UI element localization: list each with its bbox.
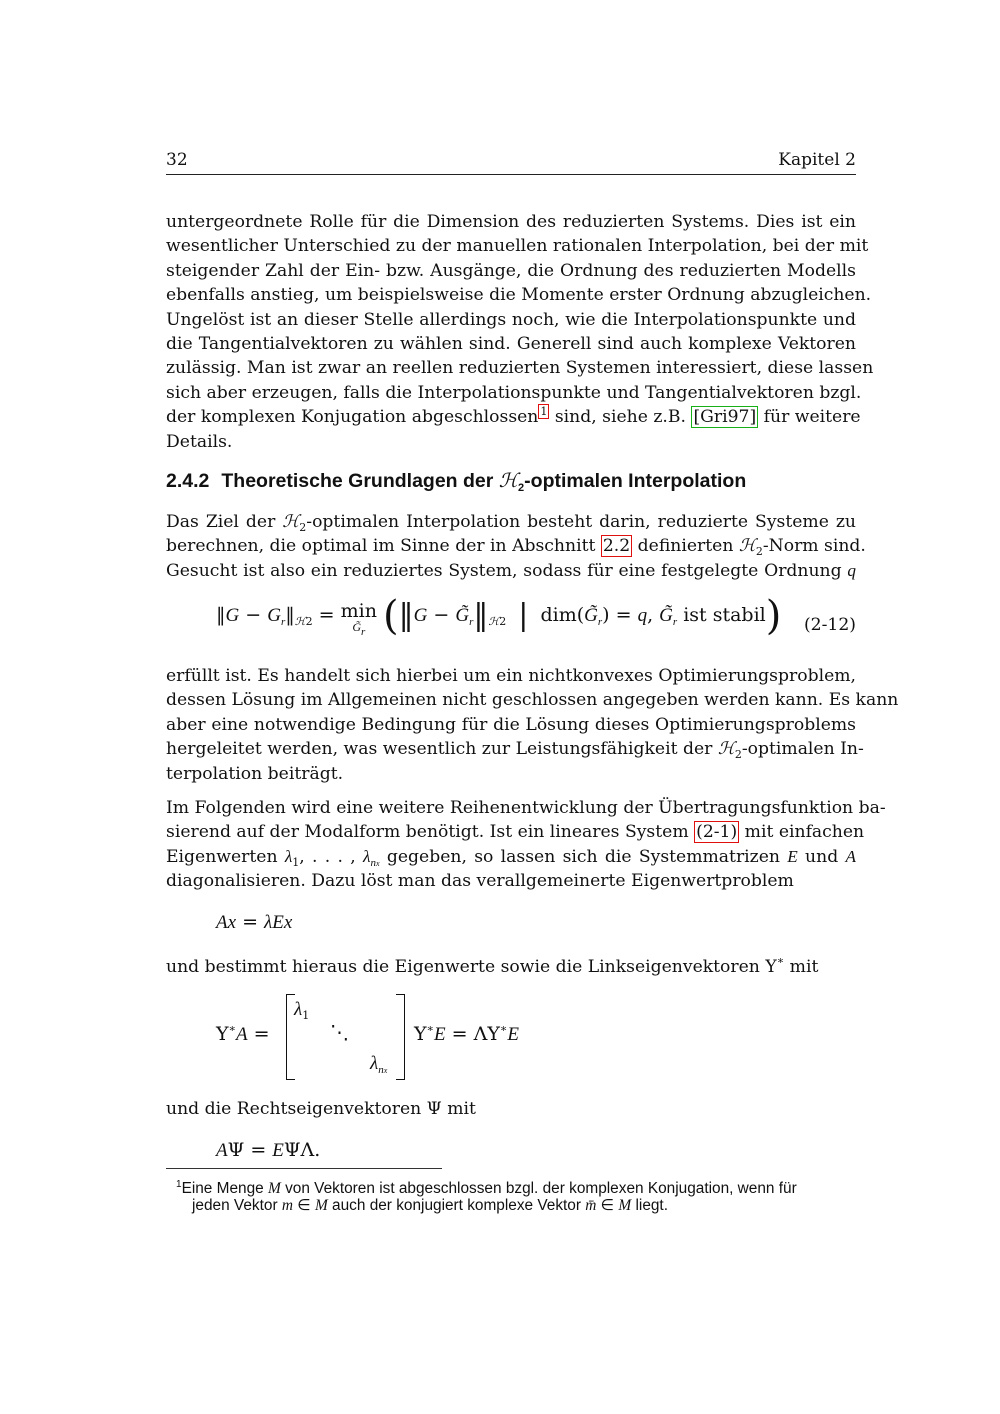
paragraph-2	[166, 510, 866, 583]
text-line: wesentlicher Unterschied zu der manuellen rationalen Interpolation, bei der mit	[166, 236, 869, 257]
equation-2-12: ‖G − $G_r‖_{ℋ2} = \min$ $G̃_r$ (‖G − $G̃_r‖_{ℋ2}$ | $dim(G̃_r) = q$, $G̃_r$ ist stabil)	[216, 593, 782, 639]
section-number: 2.4.2	[166, 470, 210, 492]
running-header	[166, 150, 856, 175]
text-line: sierend auf der Modalform benötigt. Ist ein lineares System (2-1) mit einfachen	[166, 822, 865, 843]
footnote-rule	[166, 1168, 442, 1169]
text-line: Das Ziel der ℋ$_2$-optimalen Interpolation besteht darin, reduzierte Systeme zu	[166, 512, 856, 534]
text-line: und die Rechtseigenvektoren Ψ mit	[166, 1099, 476, 1119]
text-line: die Tangentialvektoren zu wählen sind. Generell sind auch komplexe Vektoren	[166, 333, 856, 354]
text-line: ebenfalls anstieg, um beispielsweise die Momente erster Ordnung abzugleichen.	[166, 285, 872, 306]
text-line: erfüllt ist. Es handelt sich hierbei um ein nichtkonvexes Optimierungsproblem,	[166, 666, 856, 686]
matrix-entry-lambda-n: $\lambda_{nx}$	[370, 1053, 388, 1076]
text-line: Gesucht ist also ein reduziertes System, sodass für eine festgelegte Ordnung q	[166, 560, 856, 581]
text-line: aber eine notwendige Bedingung für die Lösung dieses Optimierungsproblems	[166, 714, 856, 735]
text-line: berechnen, die optimal im Sinne der in Abschnitt 2.2 definierten ℋ$_2$-Norm sind.	[166, 536, 866, 559]
equation-number: (2-12)	[803, 615, 856, 635]
chapter-label: Kapitel 2	[778, 150, 856, 170]
matrix-entry-dots: ⋱	[330, 1022, 349, 1044]
text-line: terpolation beiträgt.	[166, 763, 344, 784]
text-line: Eigenwerten $\lambda_1$, . . . , $\lambda_{nx}$ gegeben, so lassen sich die Systemmatrizen E und A	[166, 846, 856, 869]
section-heading: 2.4.2 Theoretische Grundlagen der ℋ$_2$-optimalen Interpolation	[166, 470, 747, 494]
text-line: zulässig. Man ist zwar an reellen reduzierten Systemen interessiert, diese lassen	[166, 358, 874, 379]
equation-left-eigen-lhs: Υ∗A =	[216, 1022, 270, 1045]
footnote-reference[interactable]: 1	[540, 405, 548, 419]
text-line: Im Folgenden wird eine weitere Reihenentwicklung der Übertragungsfunktion ba-	[166, 798, 886, 818]
paragraph-1	[166, 210, 874, 454]
footnote-line: jeden Vektor m ∈ M auch der konjugiert komplexe Vektor m̄ ∈ M liegt.	[192, 1197, 668, 1214]
paragraph-3	[166, 664, 899, 786]
text-line: steigender Zahl der Ein- bzw. Ausgänge, die Ordnung des reduzierten Modells	[166, 260, 856, 281]
text-line: diagonalisieren. Dazu löst man das verallgemeinerte Eigenwertproblem	[166, 871, 794, 892]
text-line: Ungelöst ist an dieser Stelle allerdings noch, wie die Interpolationspunkte und	[166, 309, 856, 330]
footnote-line: $^1$Eine Menge M von Vektoren ist abgeschlossen bzgl. der komplexen Konjugation, wenn für	[176, 1179, 797, 1197]
citation-link[interactable]: [Gri97]	[693, 407, 757, 428]
text-line: untergeordnete Rolle für die Dimension des reduzierten Systems. Dies ist ein	[166, 212, 856, 232]
footnote-marker: 1	[176, 1179, 182, 1190]
text-line: hergeleitet werden, was wesentlich zur Leistungsfähigkeit der ℋ$_2$-optimalen In-	[166, 739, 864, 762]
text-line: der komplexen Konjugation abgeschlossen $^1$ sind, siehe z.B. [Gri97] für weitere	[166, 405, 861, 428]
footnote	[176, 1174, 862, 1216]
paragraph-5	[166, 955, 856, 979]
equation-left-eigen-rhs: Υ∗E = ΛΥ∗E	[414, 1022, 519, 1045]
text-line: dessen Lösung im Allgemeinen nicht geschlossen angegeben werden kann. Es kann	[166, 690, 899, 711]
text-line: Details.	[166, 431, 233, 452]
page-number: 32	[166, 150, 188, 170]
equation-link[interactable]: (2-1)	[696, 822, 738, 843]
equation-eigenproblem: Ax = λEx	[216, 911, 293, 933]
paragraph-6	[166, 1097, 856, 1121]
equation-right-eigen: AΨ = EΨΛ.	[216, 1139, 321, 1161]
text-line: und bestimmt hieraus die Eigenwerte sowie die Linkseigenvektoren Υ∗ mit	[166, 954, 819, 977]
paragraph-4	[166, 796, 886, 894]
section-link[interactable]: 2.2	[602, 536, 631, 557]
matrix-entry-lambda-1: $\lambda_1$	[294, 999, 310, 1022]
matrix-right-bracket	[396, 994, 405, 1080]
text-line: sich aber erzeugen, falls die Interpolationspunkte und Tangentialvektoren bzgl.	[166, 382, 862, 403]
